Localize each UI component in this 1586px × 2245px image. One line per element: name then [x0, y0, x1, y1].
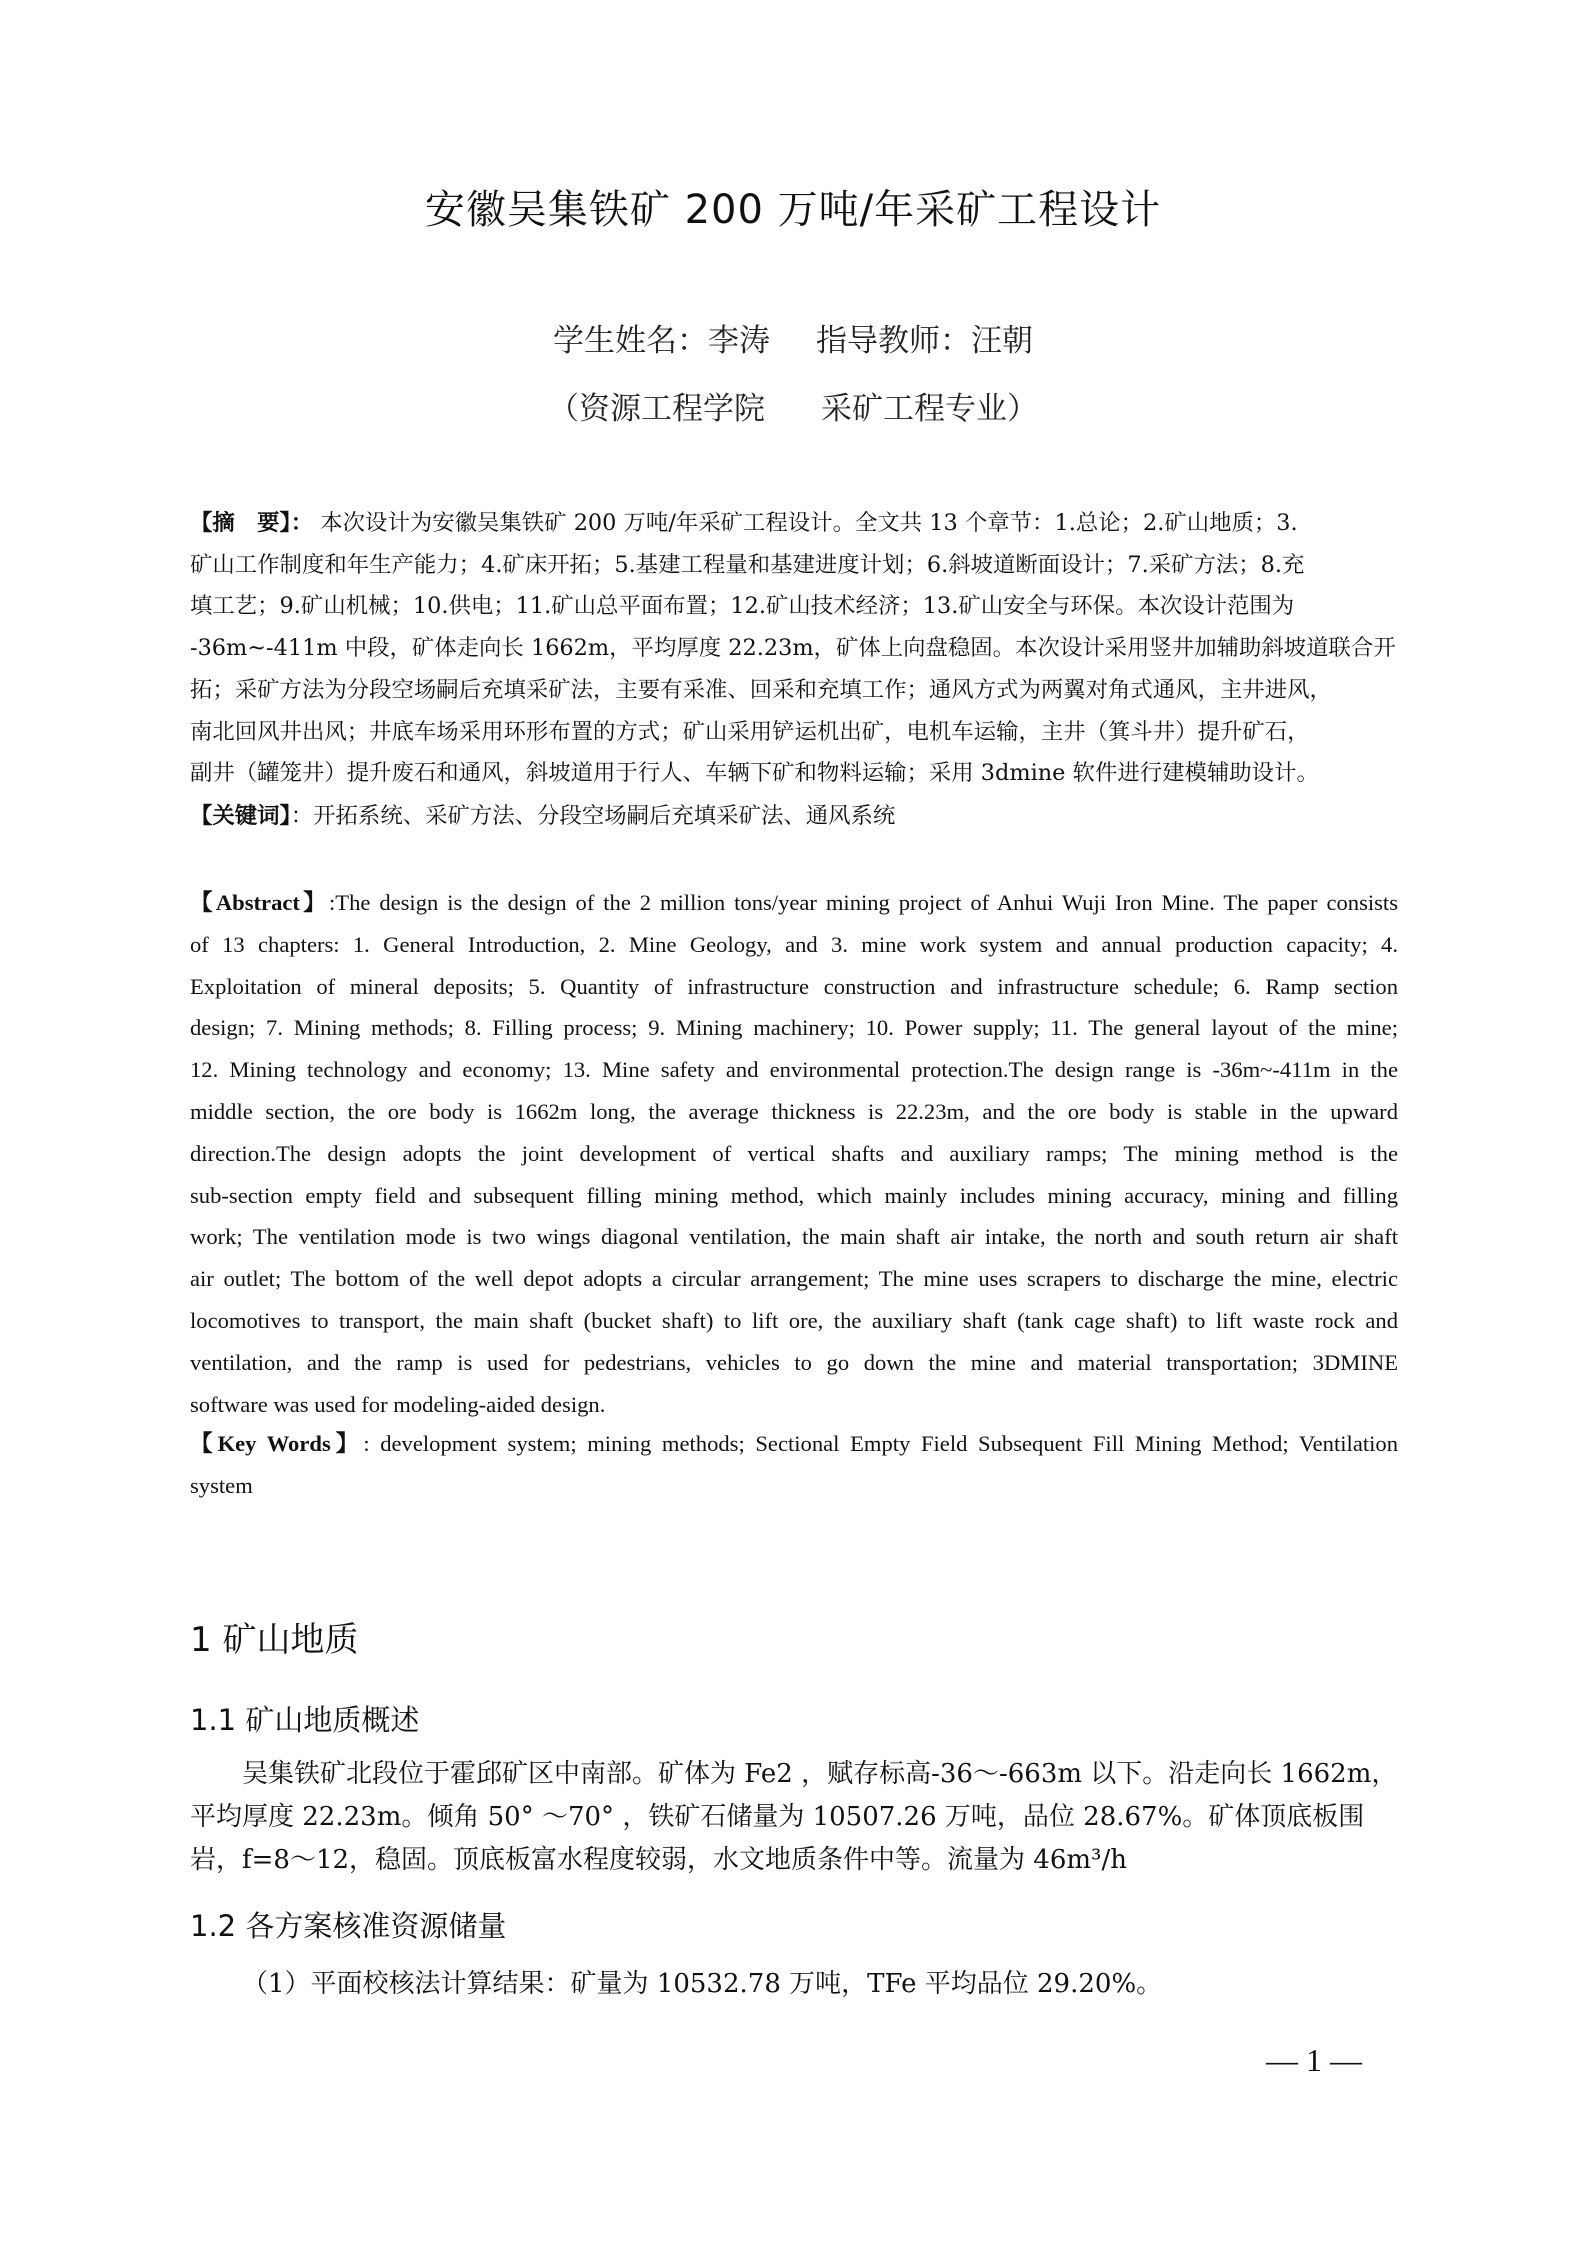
abstract-en-line: air outlet; The bottom of the well depot adopts a circular arrangement; The mine uses scrapers to discharge the mine, electric: [190, 1266, 1398, 1292]
abstract-en-line: 12. Mining technology and economy; 13. Mine safety and environmental protection.The design range is -36m~-411m in the: [190, 1057, 1398, 1083]
abstract-en-line: work; The ventilation mode is two wings diagonal ventilation, the main shaft air intake, the north and south return air shaft: [190, 1224, 1398, 1250]
english-keywords: [190, 1423, 1398, 1507]
keywords-cn-label: 【关键词】: [190, 803, 291, 829]
paragraph-line: 平均厚度 22.23m。倾角 50° ～70° ，铁矿石储量为 10507.26 万吨，品位 28.67%。矿体顶底板围: [190, 1802, 1365, 1832]
abstract-en-line: of 13 chapters: 1. General Introduction, 2. Mine Geology, and 3. mine work system and annual production capacity; 4.: [190, 931, 1398, 957]
abstract-en-line: direction.The design adopts the joint development of vertical shafts and auxiliary ramps; The mining method is the: [190, 1140, 1398, 1166]
abstract-en-line: ventilation, and the ramp is used for pedestrians, vehicles to go down the mine and material transportation; 3DMINE: [190, 1349, 1398, 1375]
keywords-en-line: 【Key Words】: development system; mining methods; Sectional Empty Field Subsequent Fill Mining Method; Ventilation: [190, 1431, 1398, 1456]
keywords-en-line: system: [190, 1472, 253, 1498]
abstract-cn-line: 矿山工作制度和年生产能力；4.矿床开拓；5.基建工程量和基建进度计划；6.斜坡道断面设计；7.采矿方法；8.充: [190, 551, 1305, 578]
paragraph-line: （1）平面校核法计算结果：矿量为 10532.78 万吨，TFe 平均品位 29.20%。: [242, 1969, 1163, 1999]
page-number: — 1 —: [1266, 2042, 1362, 2078]
abstract-cn-label: 【摘 要】：: [190, 510, 314, 536]
body-paragraph: [190, 1753, 1398, 1882]
abstract-cn-line: 【摘 要】： 本次设计为安徽吴集铁矿 200 万吨/年采矿工程设计。全文共 13 个章节：1.总论；2.矿山地质；3.: [190, 510, 1298, 536]
major-name: 采矿工程专业）: [821, 391, 1038, 427]
school-name: （资源工程学院: [548, 391, 765, 427]
abstract-en-line: sub-section empty field and subsequent filling mining method, which mainly includes mining accuracy, mining and filling: [190, 1182, 1398, 1208]
abstract-en-line: software was used for modeling-aided design.: [190, 1391, 606, 1417]
section-heading: 1 矿山地质: [190, 1620, 359, 1660]
chinese-keywords: [190, 796, 1398, 838]
abstract-cn-line: 拓；采矿方法为分段空场嗣后充填采矿法，主要有采准、回采和充填工作；通风方式为两翼对角式通风，主井进风，: [190, 676, 1332, 703]
subsection-heading: 1.2 各方案核准资源储量: [190, 1909, 507, 1943]
paragraph-line: 岩，f=8～12，稳固。顶底板富水程度较弱，水文地质条件中等。流量为 46m³/h: [190, 1845, 1127, 1875]
abstract-cn-line: 副井（罐笼井）提升废石和通风，斜坡道用于行人、车辆下矿和物料运输；采用 3dmine 软件进行建模辅助设计。: [190, 760, 1319, 787]
abstract-en-label: 【Abstract】: [190, 890, 330, 915]
abstract-cn-line: 填工艺；9.矿山机械；10.供电；11.矿山总平面布置；12.矿山技术经济；13.矿山安全与环保。本次设计范围为: [190, 593, 1295, 620]
keywords-en-label: 【Key Words】: [190, 1431, 364, 1456]
subsection-heading: 1.1 矿山地质概述: [190, 1703, 420, 1737]
paper-title: 安徽吴集铁矿 200 万吨/年采矿工程设计: [424, 187, 1162, 233]
student-name: 学生姓名：李涛: [553, 323, 770, 359]
abstract-en-line: 【Abstract】:The design is the design of the 2 million tons/year mining project of Anhui Wuji Iron Mine. The paper consists: [190, 890, 1398, 915]
abstract-cn-line: -36m~-411m 中段，矿体走向长 1662m，平均厚度 22.23m，矿体上向盘稳固。本次设计采用竖井加辅助斜坡道联合开: [190, 635, 1396, 662]
chinese-abstract: [190, 503, 1398, 795]
english-abstract: [190, 882, 1398, 1425]
author-line: [0, 315, 1586, 360]
abstract-en-line: design; 7. Mining methods; 8. Filling process; 9. Mining machinery; 10. Power supply; 11. The general layout of the mine;: [190, 1015, 1398, 1041]
advisor-name: 指导教师：汪朝: [816, 323, 1033, 359]
affiliation-line: [0, 383, 1586, 428]
abstract-en-line: Exploitation of mineral deposits; 5. Quantity of infrastructure construction and infrastructure schedule; 6. Ramp section: [190, 973, 1398, 999]
abstract-cn-line: 南北回风井出风；井底车场采用环形布置的方式；矿山采用铲运机出矿，电机车运输，主井（箕斗井）提升矿石，: [190, 718, 1310, 745]
body-paragraph: [190, 1963, 1398, 2006]
abstract-en-line: locomotives to transport, the main shaft (bucket shaft) to lift ore, the auxiliary shaft (tank cage shaft) to lift waste rock and: [190, 1307, 1398, 1333]
abstract-en-line: middle section, the ore body is 1662m long, the average thickness is 22.23m, and the ore body is stable in the upward: [190, 1098, 1398, 1124]
paragraph-line: 吴集铁矿北段位于霍邱矿区中南部。矿体为 Fe2 ，赋存标高-36～-663m 以下。沿走向长 1662m，: [242, 1759, 1398, 1789]
keywords-cn-text: ：开拓系统、采矿方法、分段空场嗣后充填采矿法、通风系统: [290, 803, 896, 829]
